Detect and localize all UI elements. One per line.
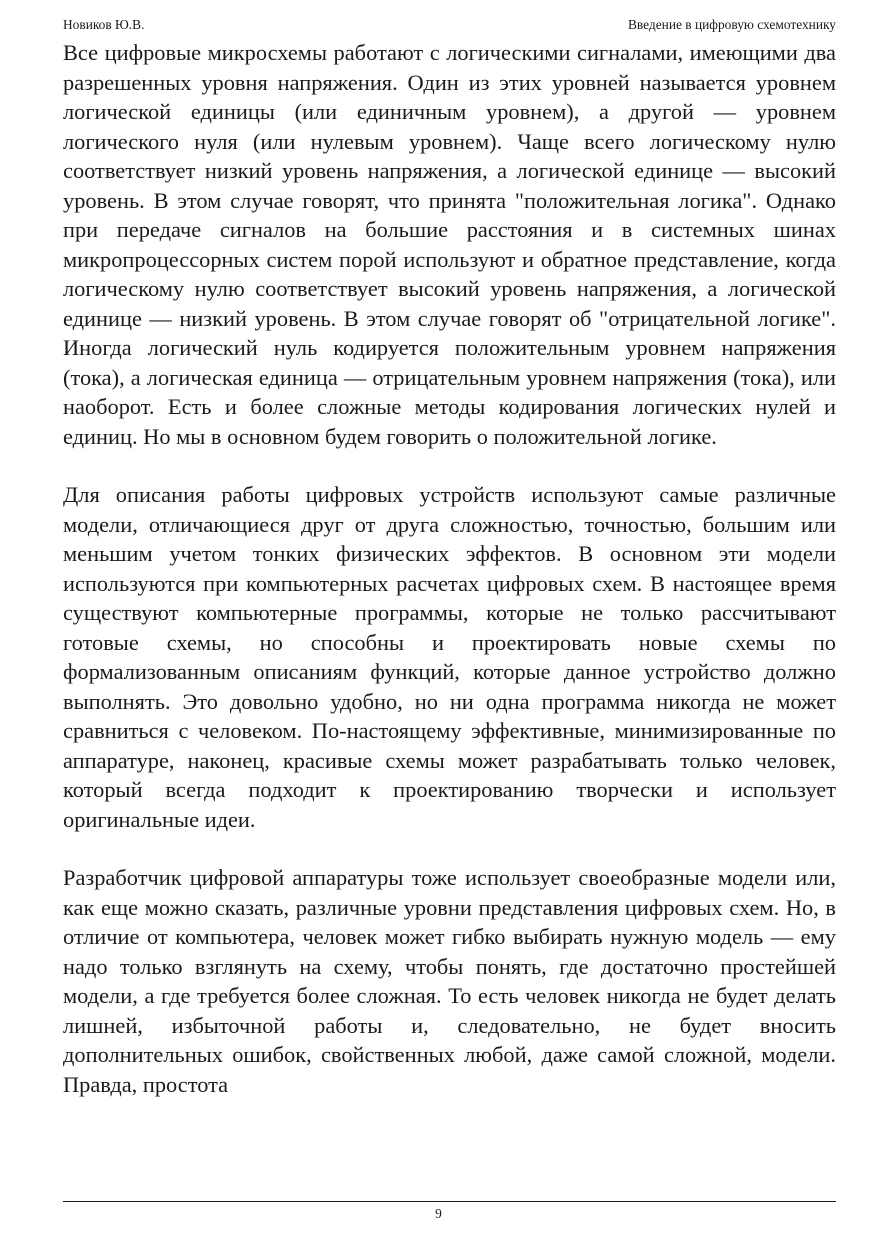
paragraph-models: Для описания работы цифровых устройств используют самые различные модели, отличающиеся друг от друга сложностью, точностью, большим или меньшим учетом тонких физических эффектов. В основном эти модели используются при компьютерных расчетах цифровых схем. В настоящее время существуют компьютерные программы, которые не только рассчитывают готовые схемы, но способны и проектировать новые схемы по формализованным описаниям функций, которые данное устройство должно выполнять. Это довольно удобно, но ни одна программа никогда не может сравниться с человеком. По-настоящему эффективные, минимизированные по аппаратуре, наконец, красивые схемы может разрабатывать только человек, который всегда подходит к проектированию творчески и использует оригинальные идеи. (63, 482, 836, 832)
page-number: 9 (435, 1206, 442, 1221)
footer-divider (63, 1201, 836, 1202)
paragraph-designer: Разработчик цифровой аппаратуры тоже использует своеобразные модели или, как еще можно сказать, различные уровни представления цифровых схем. Но, в отличие от компьютера, человек может гибко выбирать нужную модель — ему надо только взглянуть на схему, чтобы понять, где достаточно простейшей модели, а где требуется более сложная. То есть человек никогда не будет делать лишней, избыточной работы и, следовательно, не будет вносить дополнительных ошибок, свойственных любой, даже самой сложной, модели. Правда, простота (63, 865, 836, 1097)
header-author: Новиков Ю.В. (63, 17, 145, 32)
header-book-title: Введение в цифровую схемотехнику (627, 17, 836, 32)
body-text (63, 38, 836, 1128)
paragraph-logic-levels: Все цифровые микросхемы работают с логическими сигналами, имеющими два разрешенных уровня напряжения. Один из этих уровней называется уровнем логической единицы (или единичным уровнем), а другой — уровнем логического нуля (или нулевым уровнем). Чаще всего логическому нулю соответствует низкий уровень напряжения, а логической единице — высокий уровень. В этом случае говорят, что принята "положительная логика". Однако при передаче сигналов на большие расстояния и в системных шинах микропроцессорных систем порой используют и обратное представление, когда логическому нулю соответствует высокий уровень напряжения, а логической единице — низкий уровень. В этом случае говорят об "отрицательной логике". Иногда логический нуль кодируется положительным уровнем напряжения (тока), а логическая единица — отрицательным уровнем напряжения (тока), или наоборот. Есть и более сложные методы кодирования логических нулей и единиц. Но мы в основном будем говорить о положительной логике. (63, 40, 836, 449)
running-header (63, 15, 836, 35)
